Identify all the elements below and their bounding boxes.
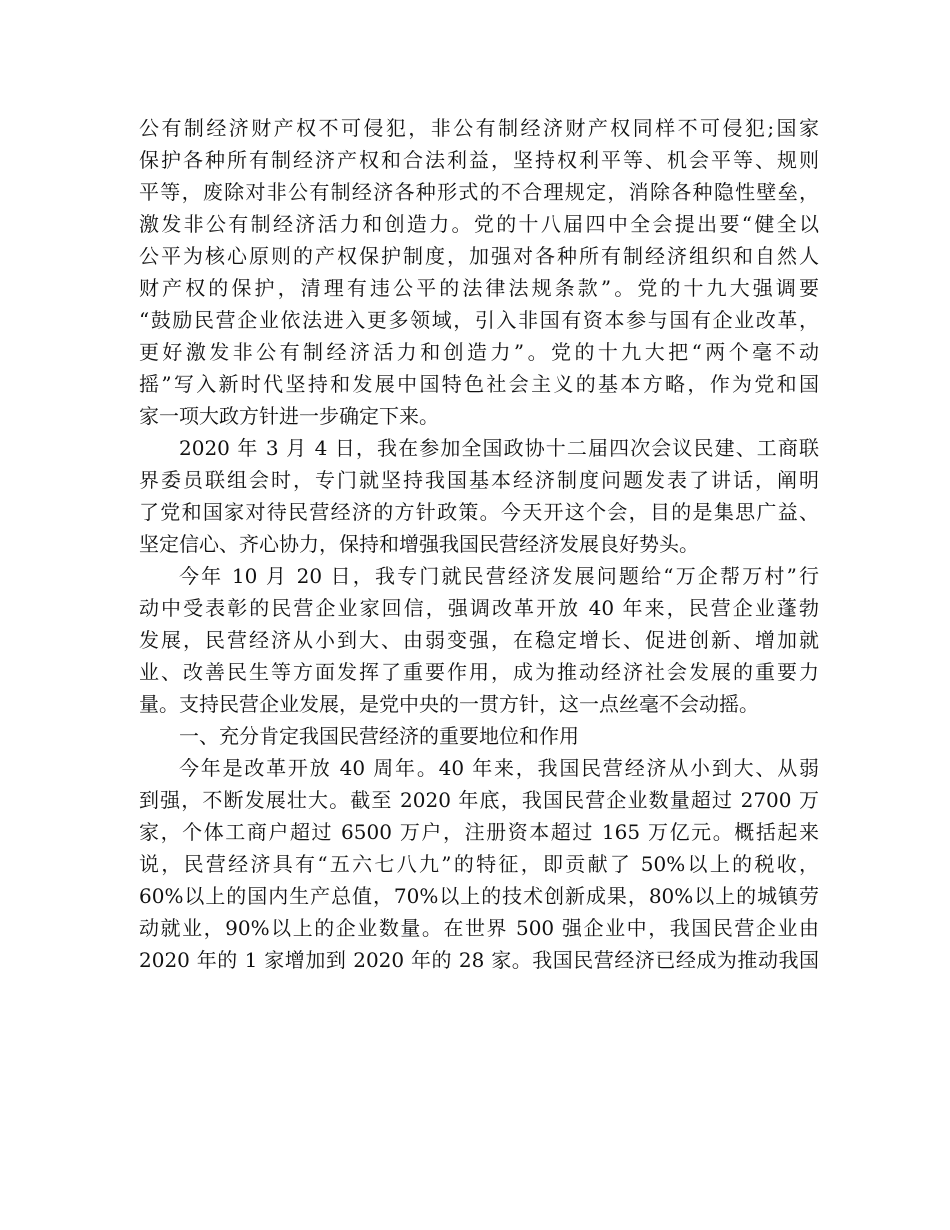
text-line: 公有制经济财产权不可侵犯，非公有制经济财产权同样不可侵犯;国家 [139, 116, 819, 140]
text-line: 保护各种所有制经济产权和合法利益，坚持权利平等、机会平等、规则 [139, 148, 819, 172]
paragraph-3 [139, 560, 819, 720]
text-line: 了党和国家对待民营经济的方针政策。今天开这个会，目的是集思广益、 [139, 500, 819, 524]
text-line: 2020 年的 1 家增加到 2020 年的 28 家。我国民营经济已经成为推动我国 [139, 948, 819, 972]
text-line: 激发非公有制经济活力和创造力。党的十八届四中全会提出要“健全以 [139, 212, 819, 236]
paragraph-2 [139, 432, 819, 560]
text-line: 60%以上的国内生产总值，70%以上的技术创新成果，80%以上的城镇劳 [139, 884, 819, 908]
text-line: 平等，废除对非公有制经济各种形式的不合理规定，消除各种隐性壁垒， [139, 180, 819, 204]
text-line: 量。支持民营企业发展，是党中央的一贯方针，这一点丝毫不会动摇。 [139, 692, 759, 716]
text-line: 家，个体工商户超过 6500 万户，注册资本超过 165 万亿元。概括起来 [139, 820, 819, 844]
paragraph-1 [139, 112, 819, 432]
section-heading [139, 720, 819, 752]
text-line: 家一项大政方针进一步确定下来。 [139, 404, 439, 428]
text-line: 动中受表彰的民营企业家回信，强调改革开放 40 年来，民营企业蓬勃 [139, 596, 819, 620]
text-line: 今年是改革开放 40 周年。40 年来，我国民营经济从小到大、从弱 [179, 756, 819, 780]
text-line: 摇”写入新时代坚持和发展中国特色社会主义的基本方略，作为党和国 [139, 372, 819, 396]
heading-line: 一、充分肯定我国民营经济的重要地位和作用 [179, 724, 579, 748]
text-line: 更好激发非公有制经济活力和创造力”。党的十九大把“两个毫不动 [139, 340, 819, 364]
text-line: 公平为核心原则的产权保护制度，加强对各种所有制经济组织和自然人 [139, 244, 819, 268]
text-line: “鼓励民营企业依法进入更多领域，引入非国有资本参与国有企业改革， [139, 308, 819, 332]
text-line: 2020 年 3 月 4 日，我在参加全国政协十二届四次会议民建、工商联 [179, 436, 819, 460]
text-line: 业、改善民生等方面发挥了重要作用，成为推动经济社会发展的重要力 [139, 660, 819, 684]
text-line: 今年 10 月 20 日，我专门就民营经济发展问题给“万企帮万村”行 [179, 564, 819, 588]
document-page [139, 112, 819, 976]
text-line: 财产权的保护，清理有违公平的法律法规条款”。党的十九大强调要 [139, 276, 819, 300]
paragraph-4 [139, 752, 819, 976]
text-line: 动就业，90%以上的企业数量。在世界 500 强企业中，我国民营企业由 [139, 916, 819, 940]
text-line: 说，民营经济具有“五六七八九”的特征，即贡献了 50%以上的税收， [139, 852, 819, 876]
text-line: 发展，民营经济从小到大、由弱变强，在稳定增长、促进创新、增加就 [139, 628, 819, 652]
text-line: 界委员联组会时，专门就坚持我国基本经济制度问题发表了讲话，阐明 [139, 468, 819, 492]
text-line: 到强，不断发展壮大。截至 2020 年底，我国民营企业数量超过 2700 万 [139, 788, 819, 812]
text-line: 坚定信心、齐心协力，保持和增强我国民营经济发展良好势头。 [139, 532, 699, 556]
